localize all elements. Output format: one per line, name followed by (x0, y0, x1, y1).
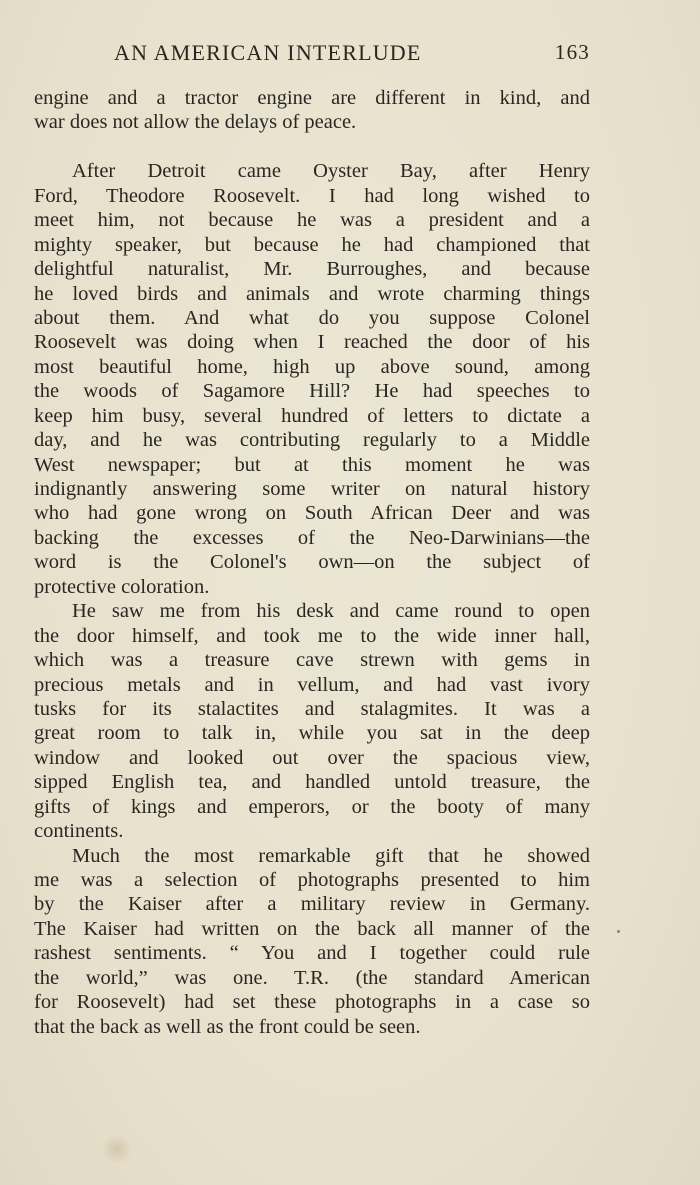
paper-smudge (100, 1135, 134, 1163)
text-line: the woods of Sagamore Hill? He had speeches to (34, 380, 590, 403)
text-line: for Roosevelt) had set these photographs in a case so (34, 991, 590, 1014)
text-line: that the back as well as the front could be seen. (34, 1015, 421, 1038)
paragraph (34, 159, 590, 599)
text-line: meet him, not because he was a president and a (34, 209, 590, 232)
paragraph (34, 86, 590, 135)
text-line: word is the Colonel's own—on the subject of (34, 551, 590, 574)
paragraph (34, 844, 590, 1040)
text-line: precious metals and in vellum, and had vast ivory (34, 673, 590, 696)
text-line: protective coloration. (34, 575, 210, 598)
text-line: great room to talk in, while you sat in the deep (34, 722, 590, 745)
paragraph (34, 599, 590, 843)
text-line: by the Kaiser after a military review in Germany. (34, 893, 590, 916)
text-line: He saw me from his desk and came round to open (72, 600, 590, 623)
text-line: Ford, Theodore Roosevelt. I had long wished to (34, 184, 590, 207)
text-line: he loved birds and animals and wrote charming things (34, 282, 590, 305)
text-line: the world,” was one. T.R. (the standard American (34, 966, 590, 989)
text-line: day, and he was contributing regularly to a Middle (34, 429, 590, 452)
text-line: rashest sentiments. “ You and I together could rule (34, 942, 590, 965)
text-line: about them. And what do you suppose Colonel (34, 306, 590, 329)
running-title: AN AMERICAN INTERLUDE (114, 40, 422, 65)
text-line: engine and a tractor engine are different in kind, and (34, 87, 590, 109)
text-line: me was a selection of photographs presented to him (34, 869, 590, 891)
text-line: West newspaper; but at this moment he was (34, 453, 590, 476)
running-head (114, 40, 590, 70)
text-line: war does not allow the delays of peace. (34, 111, 357, 134)
text-line: most beautiful home, high up above sound, among (34, 355, 590, 378)
page-number: 163 (554, 40, 590, 64)
body-text (34, 86, 590, 1039)
text-line: The Kaiser had written on the back all manner of the (34, 917, 590, 940)
text-line: After Detroit came Oyster Bay, after Henry (72, 160, 590, 183)
text-line: indignantly answering some writer on natural history (34, 478, 590, 500)
text-line: window and looked out over the spacious view, (34, 746, 590, 769)
text-line: Much the most remarkable gift that he showed (72, 844, 590, 867)
text-line: Roosevelt was doing when I reached the door of his (34, 331, 590, 354)
text-line: who had gone wrong on South African Deer and was (34, 502, 590, 525)
text-line: sipped English tea, and handled untold treasure, the (34, 771, 590, 794)
text-line: mighty speaker, but because he had championed that (34, 233, 590, 256)
paper-speck (617, 930, 620, 933)
text-line: which was a treasure cave strewn with gems in (34, 649, 590, 672)
text-line: delightful naturalist, Mr. Burroughes, and because (34, 258, 590, 281)
text-line: backing the excesses of the Neo-Darwinians—the (34, 526, 590, 549)
text-line: continents. (34, 820, 124, 843)
paragraph-gap (34, 135, 590, 159)
text-line: keep him busy, several hundred of letters to dictate a (34, 404, 590, 427)
text-line: tusks for its stalactites and stalagmites. It was a (34, 697, 590, 720)
text-line: gifts of kings and emperors, or the booty of many (34, 795, 590, 818)
text-line: the door himself, and took me to the wide inner hall, (34, 624, 590, 647)
